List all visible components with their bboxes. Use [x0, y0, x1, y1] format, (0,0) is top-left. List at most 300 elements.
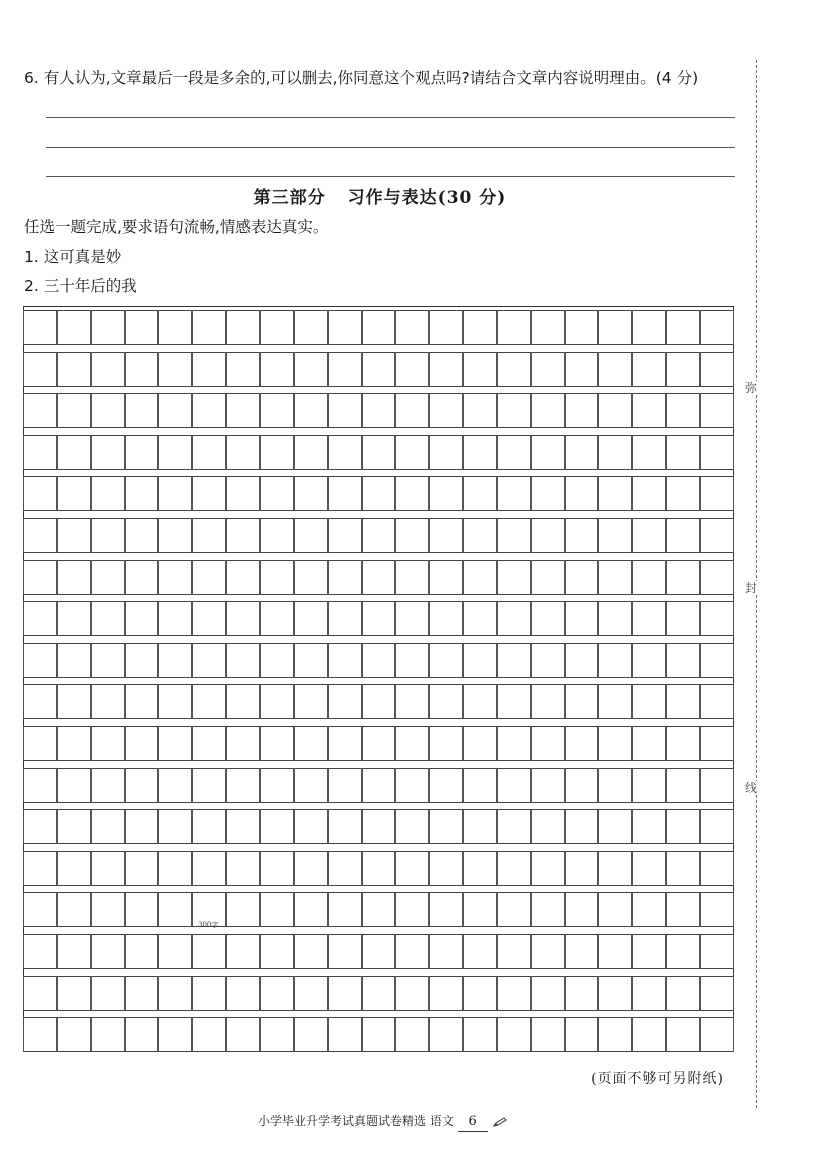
grid-cell[interactable]: [531, 726, 565, 761]
grid-cell[interactable]: [91, 601, 125, 636]
grid-cell[interactable]: [632, 726, 666, 761]
grid-cell[interactable]: [260, 352, 294, 387]
grid-cell[interactable]: [91, 684, 125, 719]
grid-cell[interactable]: [125, 726, 158, 761]
grid-cell[interactable]: [565, 809, 598, 844]
grid-cell[interactable]: [531, 518, 565, 553]
grid-cell[interactable]: [497, 560, 531, 595]
grid-cell[interactable]: [632, 934, 666, 969]
grid-cell[interactable]: [362, 726, 395, 761]
grid-cell[interactable]: [463, 643, 497, 678]
grid-cell[interactable]: [463, 1017, 497, 1052]
grid-cell[interactable]: [429, 560, 463, 595]
grid-cell[interactable]: [531, 352, 565, 387]
grid-cell[interactable]: [497, 518, 531, 553]
grid-cell[interactable]: [598, 892, 632, 927]
grid-cell[interactable]: [632, 352, 666, 387]
grid-cell[interactable]: [700, 684, 734, 719]
grid-cell[interactable]: [91, 352, 125, 387]
grid-cell[interactable]: [192, 476, 226, 511]
grid-cell[interactable]: [91, 726, 125, 761]
grid-cell[interactable]: [565, 1017, 598, 1052]
grid-cell[interactable]: [57, 1017, 91, 1052]
grid-cell[interactable]: [565, 393, 598, 428]
grid-cell[interactable]: [497, 352, 531, 387]
grid-cell[interactable]: [158, 684, 192, 719]
grid-cell[interactable]: [328, 518, 362, 553]
grid-cell[interactable]: [23, 601, 57, 636]
grid-cell[interactable]: [497, 892, 531, 927]
grid-cell[interactable]: [463, 393, 497, 428]
grid-cell[interactable]: [632, 1017, 666, 1052]
grid-cell[interactable]: [91, 809, 125, 844]
grid-cell[interactable]: [57, 851, 91, 886]
grid-cell[interactable]: [226, 643, 260, 678]
grid-cell[interactable]: [463, 310, 497, 345]
grid-cell[interactable]: [294, 601, 328, 636]
grid-cell[interactable]: [328, 560, 362, 595]
grid-cell[interactable]: [463, 560, 497, 595]
grid-cell[interactable]: [328, 684, 362, 719]
grid-cell[interactable]: [158, 310, 192, 345]
grid-cell[interactable]: [192, 809, 226, 844]
grid-cell[interactable]: [632, 851, 666, 886]
grid-cell[interactable]: [598, 476, 632, 511]
grid-cell[interactable]: [23, 851, 57, 886]
grid-cell[interactable]: [598, 310, 632, 345]
grid-cell[interactable]: [158, 726, 192, 761]
grid-cell[interactable]: [260, 976, 294, 1011]
grid-cell[interactable]: [260, 518, 294, 553]
grid-cell[interactable]: [226, 684, 260, 719]
grid-cell[interactable]: [260, 809, 294, 844]
grid-cell[interactable]: [226, 518, 260, 553]
grid-cell[interactable]: [158, 809, 192, 844]
grid-cell[interactable]: [700, 352, 734, 387]
grid-cell[interactable]: [57, 726, 91, 761]
grid-cell[interactable]: [497, 684, 531, 719]
grid-cell[interactable]: [158, 476, 192, 511]
grid-cell[interactable]: [362, 518, 395, 553]
grid-cell[interactable]: [158, 601, 192, 636]
grid-cell[interactable]: [497, 393, 531, 428]
grid-cell[interactable]: [700, 560, 734, 595]
grid-cell[interactable]: [362, 601, 395, 636]
grid-cell[interactable]: [23, 934, 57, 969]
grid-cell[interactable]: [91, 435, 125, 470]
grid-cell[interactable]: [598, 726, 632, 761]
grid-cell[interactable]: [192, 518, 226, 553]
grid-cell[interactable]: [395, 768, 429, 803]
grid-cell[interactable]: [362, 310, 395, 345]
grid-cell[interactable]: [23, 684, 57, 719]
grid-cell[interactable]: [531, 310, 565, 345]
grid-cell[interactable]: [294, 726, 328, 761]
grid-cell[interactable]: [531, 601, 565, 636]
grid-cell[interactable]: [700, 643, 734, 678]
grid-cell[interactable]: [429, 601, 463, 636]
grid-cell[interactable]: [429, 518, 463, 553]
grid-cell[interactable]: [125, 518, 158, 553]
grid-cell[interactable]: [497, 851, 531, 886]
grid-cell[interactable]: [700, 851, 734, 886]
grid-cell[interactable]: [23, 892, 57, 927]
grid-cell[interactable]: [429, 1017, 463, 1052]
grid-cell[interactable]: [23, 809, 57, 844]
grid-cell[interactable]: [328, 601, 362, 636]
grid-cell[interactable]: [632, 393, 666, 428]
grid-cell[interactable]: [362, 851, 395, 886]
grid-cell[interactable]: [125, 684, 158, 719]
grid-cell[interactable]: [57, 976, 91, 1011]
grid-cell[interactable]: [666, 310, 700, 345]
grid-cell[interactable]: [395, 809, 429, 844]
grid-cell[interactable]: [700, 310, 734, 345]
grid-cell[interactable]: [226, 934, 260, 969]
grid-cell[interactable]: [700, 809, 734, 844]
grid-cell[interactable]: [260, 726, 294, 761]
grid-cell[interactable]: [192, 851, 226, 886]
grid-cell[interactable]: [294, 684, 328, 719]
grid-cell[interactable]: [497, 476, 531, 511]
grid-cell[interactable]: [192, 1017, 226, 1052]
grid-cell[interactable]: [632, 518, 666, 553]
grid-cell[interactable]: [429, 643, 463, 678]
grid-cell[interactable]: [125, 768, 158, 803]
grid-cell[interactable]: [497, 726, 531, 761]
grid-cell[interactable]: [531, 809, 565, 844]
grid-cell[interactable]: [632, 601, 666, 636]
grid-cell[interactable]: [362, 560, 395, 595]
grid-cell[interactable]: [158, 393, 192, 428]
grid-cell[interactable]: [125, 851, 158, 886]
grid-cell[interactable]: [125, 352, 158, 387]
grid-cell[interactable]: [57, 892, 91, 927]
grid-cell[interactable]: [226, 601, 260, 636]
grid-cell[interactable]: [23, 476, 57, 511]
grid-cell[interactable]: [666, 560, 700, 595]
grid-cell[interactable]: [565, 684, 598, 719]
grid-cell[interactable]: [294, 476, 328, 511]
grid-cell[interactable]: [328, 393, 362, 428]
grid-cell[interactable]: [294, 851, 328, 886]
grid-cell[interactable]: [429, 892, 463, 927]
grid-cell[interactable]: [395, 560, 429, 595]
grid-cell[interactable]: [700, 1017, 734, 1052]
grid-cell[interactable]: [429, 934, 463, 969]
grid-cell[interactable]: [531, 892, 565, 927]
grid-cell[interactable]: [125, 435, 158, 470]
grid-cell[interactable]: [395, 726, 429, 761]
grid-cell[interactable]: [57, 601, 91, 636]
grid-cell[interactable]: [632, 476, 666, 511]
grid-cell[interactable]: [158, 352, 192, 387]
grid-cell[interactable]: [158, 518, 192, 553]
grid-cell[interactable]: [294, 310, 328, 345]
grid-cell[interactable]: [632, 643, 666, 678]
grid-cell[interactable]: [23, 976, 57, 1011]
grid-cell[interactable]: [23, 435, 57, 470]
grid-cell[interactable]: [328, 352, 362, 387]
grid-cell[interactable]: [294, 1017, 328, 1052]
grid-cell[interactable]: [192, 768, 226, 803]
grid-cell[interactable]: [666, 726, 700, 761]
grid-cell[interactable]: [463, 892, 497, 927]
grid-cell[interactable]: [328, 1017, 362, 1052]
grid-cell[interactable]: [91, 1017, 125, 1052]
grid-cell[interactable]: [57, 643, 91, 678]
grid-cell[interactable]: [531, 560, 565, 595]
grid-cell[interactable]: [700, 601, 734, 636]
grid-cell[interactable]: [395, 310, 429, 345]
grid-cell[interactable]: [57, 310, 91, 345]
grid-cell[interactable]: [294, 393, 328, 428]
grid-cell[interactable]: [463, 435, 497, 470]
grid-cell[interactable]: [260, 435, 294, 470]
grid-cell[interactable]: [158, 560, 192, 595]
grid-cell[interactable]: [565, 518, 598, 553]
grid-cell[interactable]: [294, 352, 328, 387]
grid-cell[interactable]: [565, 352, 598, 387]
grid-cell[interactable]: [125, 393, 158, 428]
grid-cell[interactable]: [429, 310, 463, 345]
grid-cell[interactable]: [463, 518, 497, 553]
grid-cell[interactable]: [57, 768, 91, 803]
grid-cell[interactable]: [226, 1017, 260, 1052]
grid-cell[interactable]: [294, 518, 328, 553]
grid-cell[interactable]: [666, 851, 700, 886]
grid-cell[interactable]: [23, 352, 57, 387]
grid-cell[interactable]: [395, 643, 429, 678]
grid-cell[interactable]: [632, 684, 666, 719]
grid-cell[interactable]: [192, 310, 226, 345]
grid-cell[interactable]: [395, 393, 429, 428]
grid-cell[interactable]: [463, 684, 497, 719]
grid-cell[interactable]: [632, 435, 666, 470]
grid-cell[interactable]: [294, 768, 328, 803]
grid-cell[interactable]: [565, 310, 598, 345]
grid-cell[interactable]: [531, 435, 565, 470]
grid-cell[interactable]: [23, 768, 57, 803]
grid-cell[interactable]: [260, 851, 294, 886]
grid-cell[interactable]: [260, 476, 294, 511]
grid-cell[interactable]: [565, 560, 598, 595]
grid-cell[interactable]: [91, 643, 125, 678]
grid-cell[interactable]: [125, 976, 158, 1011]
grid-cell[interactable]: [497, 643, 531, 678]
grid-cell[interactable]: [362, 768, 395, 803]
grid-cell[interactable]: [666, 768, 700, 803]
grid-cell[interactable]: [192, 643, 226, 678]
grid-cell[interactable]: [23, 393, 57, 428]
grid-cell[interactable]: [395, 976, 429, 1011]
grid-cell[interactable]: [565, 435, 598, 470]
grid-cell[interactable]: [125, 934, 158, 969]
grid-cell[interactable]: [429, 809, 463, 844]
grid-cell[interactable]: [700, 518, 734, 553]
grid-cell[interactable]: [700, 393, 734, 428]
grid-cell[interactable]: [226, 768, 260, 803]
answer-line[interactable]: [46, 176, 735, 177]
grid-cell[interactable]: [497, 310, 531, 345]
grid-cell[interactable]: [125, 310, 158, 345]
grid-cell[interactable]: [666, 518, 700, 553]
grid-cell[interactable]: [497, 768, 531, 803]
grid-cell[interactable]: [328, 643, 362, 678]
grid-cell[interactable]: [125, 809, 158, 844]
grid-cell[interactable]: [294, 435, 328, 470]
grid-cell[interactable]: [666, 601, 700, 636]
grid-cell[interactable]: [57, 352, 91, 387]
grid-cell[interactable]: [497, 934, 531, 969]
grid-cell[interactable]: [429, 726, 463, 761]
grid-cell[interactable]: [666, 393, 700, 428]
grid-cell[interactable]: [429, 476, 463, 511]
grid-cell[interactable]: [598, 851, 632, 886]
grid-cell[interactable]: [328, 892, 362, 927]
grid-cell[interactable]: [57, 560, 91, 595]
grid-cell[interactable]: [632, 768, 666, 803]
grid-cell[interactable]: [463, 352, 497, 387]
grid-cell[interactable]: [226, 393, 260, 428]
grid-cell[interactable]: [57, 684, 91, 719]
grid-cell[interactable]: [328, 934, 362, 969]
grid-cell[interactable]: [463, 976, 497, 1011]
grid-cell[interactable]: [158, 851, 192, 886]
grid-cell[interactable]: [158, 643, 192, 678]
grid-cell[interactable]: [395, 352, 429, 387]
grid-cell[interactable]: [497, 809, 531, 844]
grid-cell[interactable]: [700, 892, 734, 927]
grid-cell[interactable]: [192, 726, 226, 761]
grid-cell[interactable]: [565, 476, 598, 511]
grid-cell[interactable]: [91, 518, 125, 553]
grid-cell[interactable]: [700, 768, 734, 803]
grid-cell[interactable]: [328, 476, 362, 511]
grid-cell[interactable]: [91, 851, 125, 886]
grid-cell[interactable]: [666, 1017, 700, 1052]
grid-cell[interactable]: [158, 435, 192, 470]
grid-cell[interactable]: [531, 976, 565, 1011]
grid-cell[interactable]: [91, 310, 125, 345]
grid-cell[interactable]: [294, 934, 328, 969]
grid-cell[interactable]: [598, 976, 632, 1011]
grid-cell[interactable]: [226, 809, 260, 844]
grid-cell[interactable]: [666, 976, 700, 1011]
grid-cell[interactable]: [226, 726, 260, 761]
grid-cell[interactable]: [565, 934, 598, 969]
grid-cell[interactable]: [125, 476, 158, 511]
grid-cell[interactable]: [598, 768, 632, 803]
grid-cell[interactable]: [598, 518, 632, 553]
grid-cell[interactable]: [463, 934, 497, 969]
grid-cell[interactable]: [23, 726, 57, 761]
grid-cell[interactable]: [429, 851, 463, 886]
grid-cell[interactable]: [632, 892, 666, 927]
grid-cell[interactable]: [362, 435, 395, 470]
grid-cell[interactable]: [531, 851, 565, 886]
grid-cell[interactable]: [23, 643, 57, 678]
grid-cell[interactable]: [260, 560, 294, 595]
grid-cell[interactable]: [294, 560, 328, 595]
grid-cell[interactable]: [226, 851, 260, 886]
grid-cell[interactable]: [192, 976, 226, 1011]
grid-cell[interactable]: [260, 393, 294, 428]
grid-cell[interactable]: [531, 1017, 565, 1052]
grid-cell[interactable]: [429, 393, 463, 428]
grid-cell[interactable]: [666, 435, 700, 470]
grid-cell[interactable]: [395, 851, 429, 886]
grid-cell[interactable]: [429, 684, 463, 719]
grid-cell[interactable]: [57, 476, 91, 511]
grid-cell[interactable]: [260, 684, 294, 719]
grid-cell[interactable]: [362, 476, 395, 511]
grid-cell[interactable]: [395, 684, 429, 719]
grid-cell[interactable]: [666, 934, 700, 969]
grid-cell[interactable]: [125, 643, 158, 678]
grid-cell[interactable]: [260, 643, 294, 678]
grid-cell[interactable]: [429, 435, 463, 470]
grid-cell[interactable]: [91, 393, 125, 428]
grid-cell[interactable]: [226, 435, 260, 470]
grid-cell[interactable]: [700, 435, 734, 470]
grid-cell[interactable]: [497, 1017, 531, 1052]
grid-cell[interactable]: [23, 1017, 57, 1052]
grid-cell[interactable]: [362, 809, 395, 844]
grid-cell[interactable]: [666, 352, 700, 387]
grid-cell[interactable]: [666, 643, 700, 678]
grid-cell[interactable]: [91, 768, 125, 803]
grid-cell[interactable]: [565, 768, 598, 803]
grid-cell[interactable]: [260, 934, 294, 969]
grid-cell[interactable]: [598, 601, 632, 636]
grid-cell[interactable]: [395, 518, 429, 553]
grid-cell[interactable]: [362, 934, 395, 969]
grid-cell[interactable]: [497, 435, 531, 470]
grid-cell[interactable]: [226, 476, 260, 511]
grid-cell[interactable]: [395, 1017, 429, 1052]
grid-cell[interactable]: [497, 601, 531, 636]
grid-cell[interactable]: [57, 393, 91, 428]
grid-cell[interactable]: [192, 435, 226, 470]
grid-cell[interactable]: [192, 393, 226, 428]
grid-cell[interactable]: [463, 851, 497, 886]
grid-cell[interactable]: [125, 892, 158, 927]
grid-cell[interactable]: [598, 560, 632, 595]
grid-cell[interactable]: [632, 976, 666, 1011]
grid-cell[interactable]: [598, 393, 632, 428]
grid-cell[interactable]: [91, 976, 125, 1011]
grid-cell[interactable]: [158, 1017, 192, 1052]
grid-cell[interactable]: [531, 934, 565, 969]
grid-cell[interactable]: [226, 310, 260, 345]
grid-cell[interactable]: [463, 476, 497, 511]
grid-cell[interactable]: [598, 934, 632, 969]
grid-cell[interactable]: [260, 892, 294, 927]
grid-cell[interactable]: [395, 892, 429, 927]
grid-cell[interactable]: [362, 352, 395, 387]
grid-cell[interactable]: [531, 768, 565, 803]
grid-cell[interactable]: [91, 934, 125, 969]
grid-cell[interactable]: [362, 976, 395, 1011]
grid-cell[interactable]: [565, 976, 598, 1011]
grid-cell[interactable]: [700, 976, 734, 1011]
grid-cell[interactable]: [463, 601, 497, 636]
grid-cell[interactable]: [158, 934, 192, 969]
grid-cell[interactable]: [666, 892, 700, 927]
grid-cell[interactable]: [91, 892, 125, 927]
grid-cell[interactable]: [192, 352, 226, 387]
